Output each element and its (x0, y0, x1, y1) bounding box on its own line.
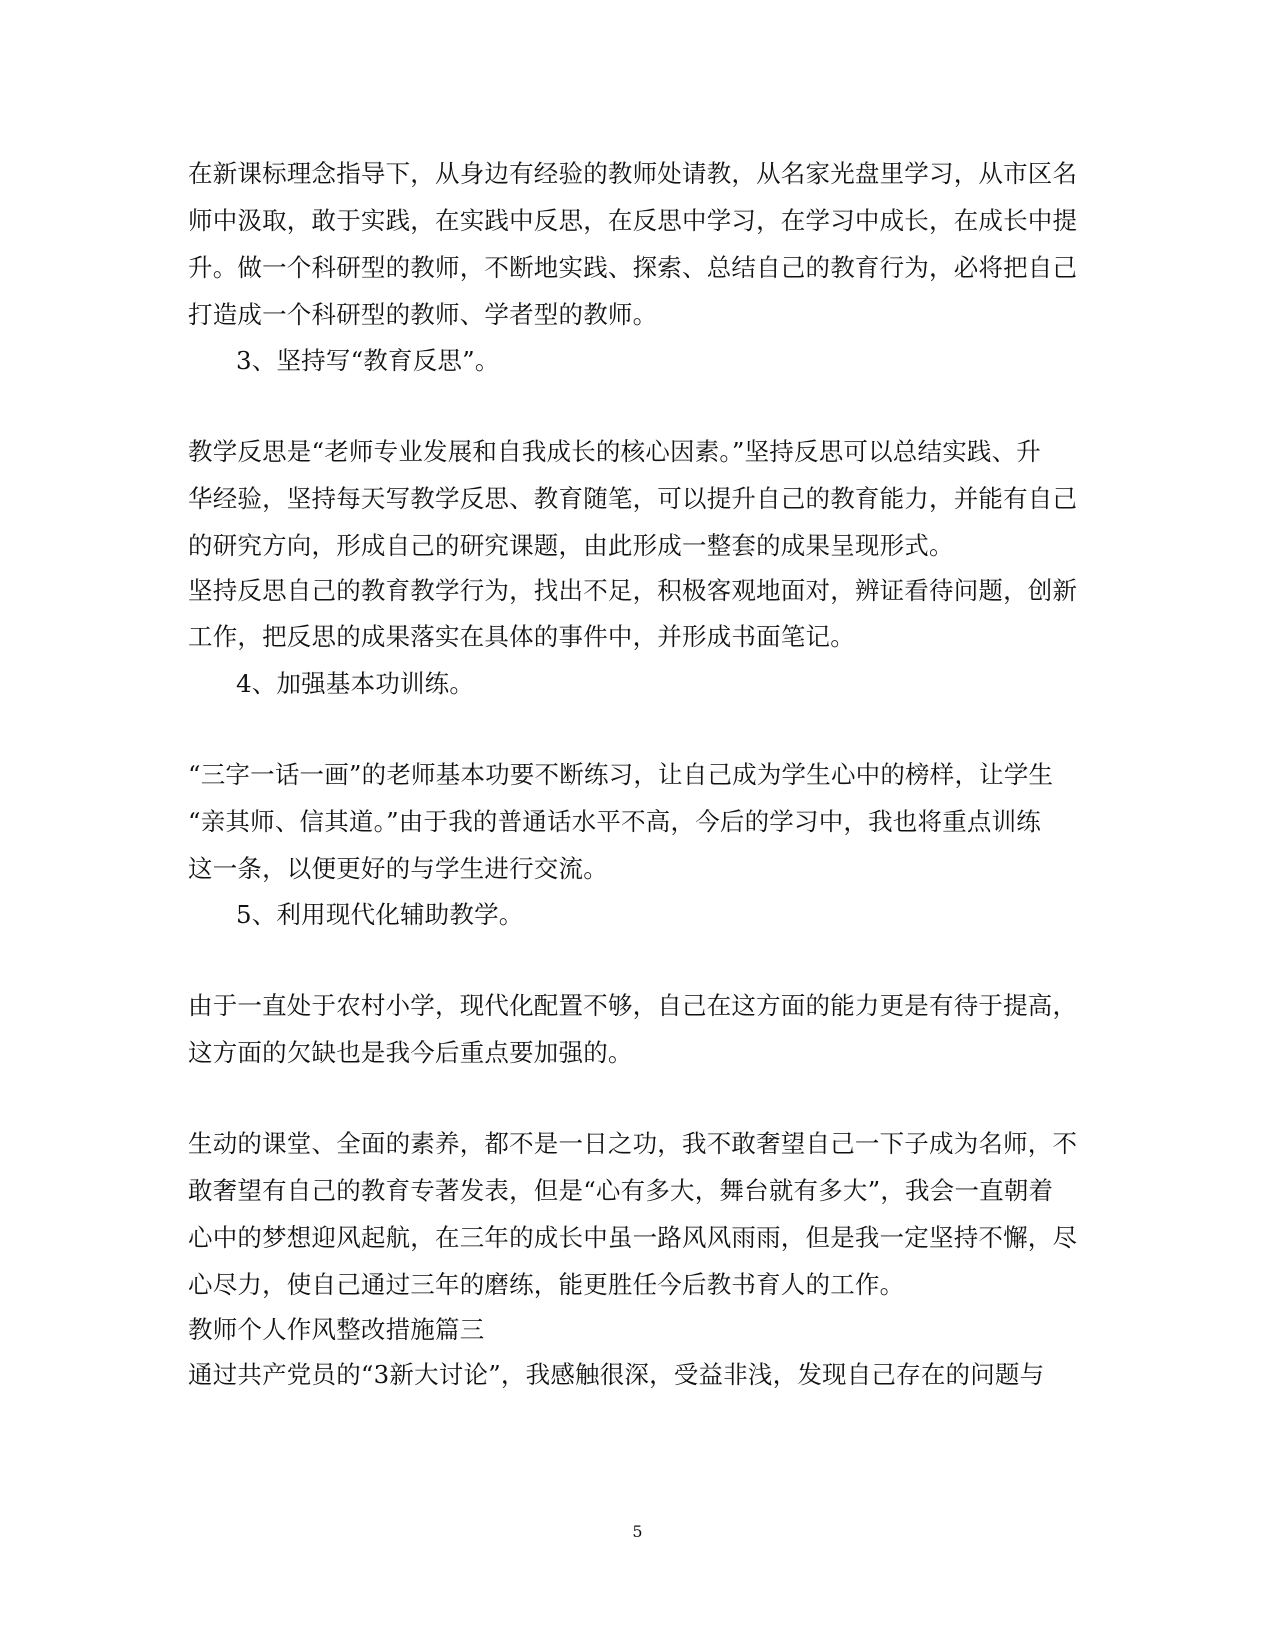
text-line: “亲其师、信其道。”由于我的普通话水平不高，今后的学习中，我也将重点训练 (188, 807, 1041, 836)
text-line: 心中的梦想迎风起航，在三年的成长中虽一路风风雨雨，但是我一定坚持不懈，尽 (188, 1223, 1078, 1252)
text-line: 工作，把反思的成果落实在具体的事件中，并形成书面笔记。 (188, 622, 855, 651)
text-line: 敢奢望有自己的教育专著发表，但是“心有多大，舞台就有多大”，我会一直朝着 (188, 1176, 1054, 1205)
article-title: 教师个人作风整改措施篇三 (188, 1315, 485, 1344)
section-heading: 3、坚持写“教育反思”。 (236, 346, 500, 375)
text-line: 由于一直处于农村小学，现代化配置不够，自己在这方面的能力更是有待于提高， (188, 991, 1078, 1020)
text-line: 华经验，坚持每天写教学反思、教育随笔，可以提升自己的教育能力，并能有自己 (188, 484, 1078, 513)
section-heading: 4、加强基本功训练。 (236, 669, 475, 698)
text-line: 打造成一个科研型的教师、学者型的教师。 (188, 300, 658, 329)
text-line: 这方面的欠缺也是我今后重点要加强的。 (188, 1038, 633, 1067)
text-line: 师中汲取，敢于实践，在实践中反思，在反思中学习，在学习中成长，在成长中提 (188, 206, 1078, 235)
text-line: 的研究方向，形成自己的研究课题，由此形成一整套的成果呈现形式。 (188, 531, 954, 560)
text-line: 升。做一个科研型的教师，不断地实践、探索、总结自己的教育行为，必将把自己 (188, 253, 1078, 282)
text-line: 这一条，以便更好的与学生进行交流。 (188, 854, 608, 883)
text-line: 生动的课堂、全面的素养，都不是一日之功，我不敢奢望自己一下子成为名师，不 (188, 1129, 1078, 1158)
text-line: “三字一话一画”的老师基本功要不断练习，让自己成为学生心中的榜样，让学生 (188, 760, 1054, 789)
text-line: 心尽力，使自己通过三年的磨练，能更胜任今后教书育人的工作。 (188, 1270, 905, 1299)
section-heading: 5、利用现代化辅助教学。 (236, 900, 524, 929)
text-line: 教学反思是“老师专业发展和自我成长的核心因素。”坚持反思可以总结实践、升 (188, 437, 1041, 466)
text-line: 在新课标理念指导下，从身边有经验的教师处请教，从名家光盘里学习，从市区名 (188, 159, 1078, 188)
text-line: 通过共产党员的“3新大讨论”，我感触很深，受益非浅，发现自己存在的问题与 (188, 1360, 1045, 1389)
text-line: 坚持反思自己的教育教学行为，找出不足，积极客观地面对，辨证看待问题，创新 (188, 576, 1078, 605)
page-number: 5 (632, 1522, 643, 1541)
